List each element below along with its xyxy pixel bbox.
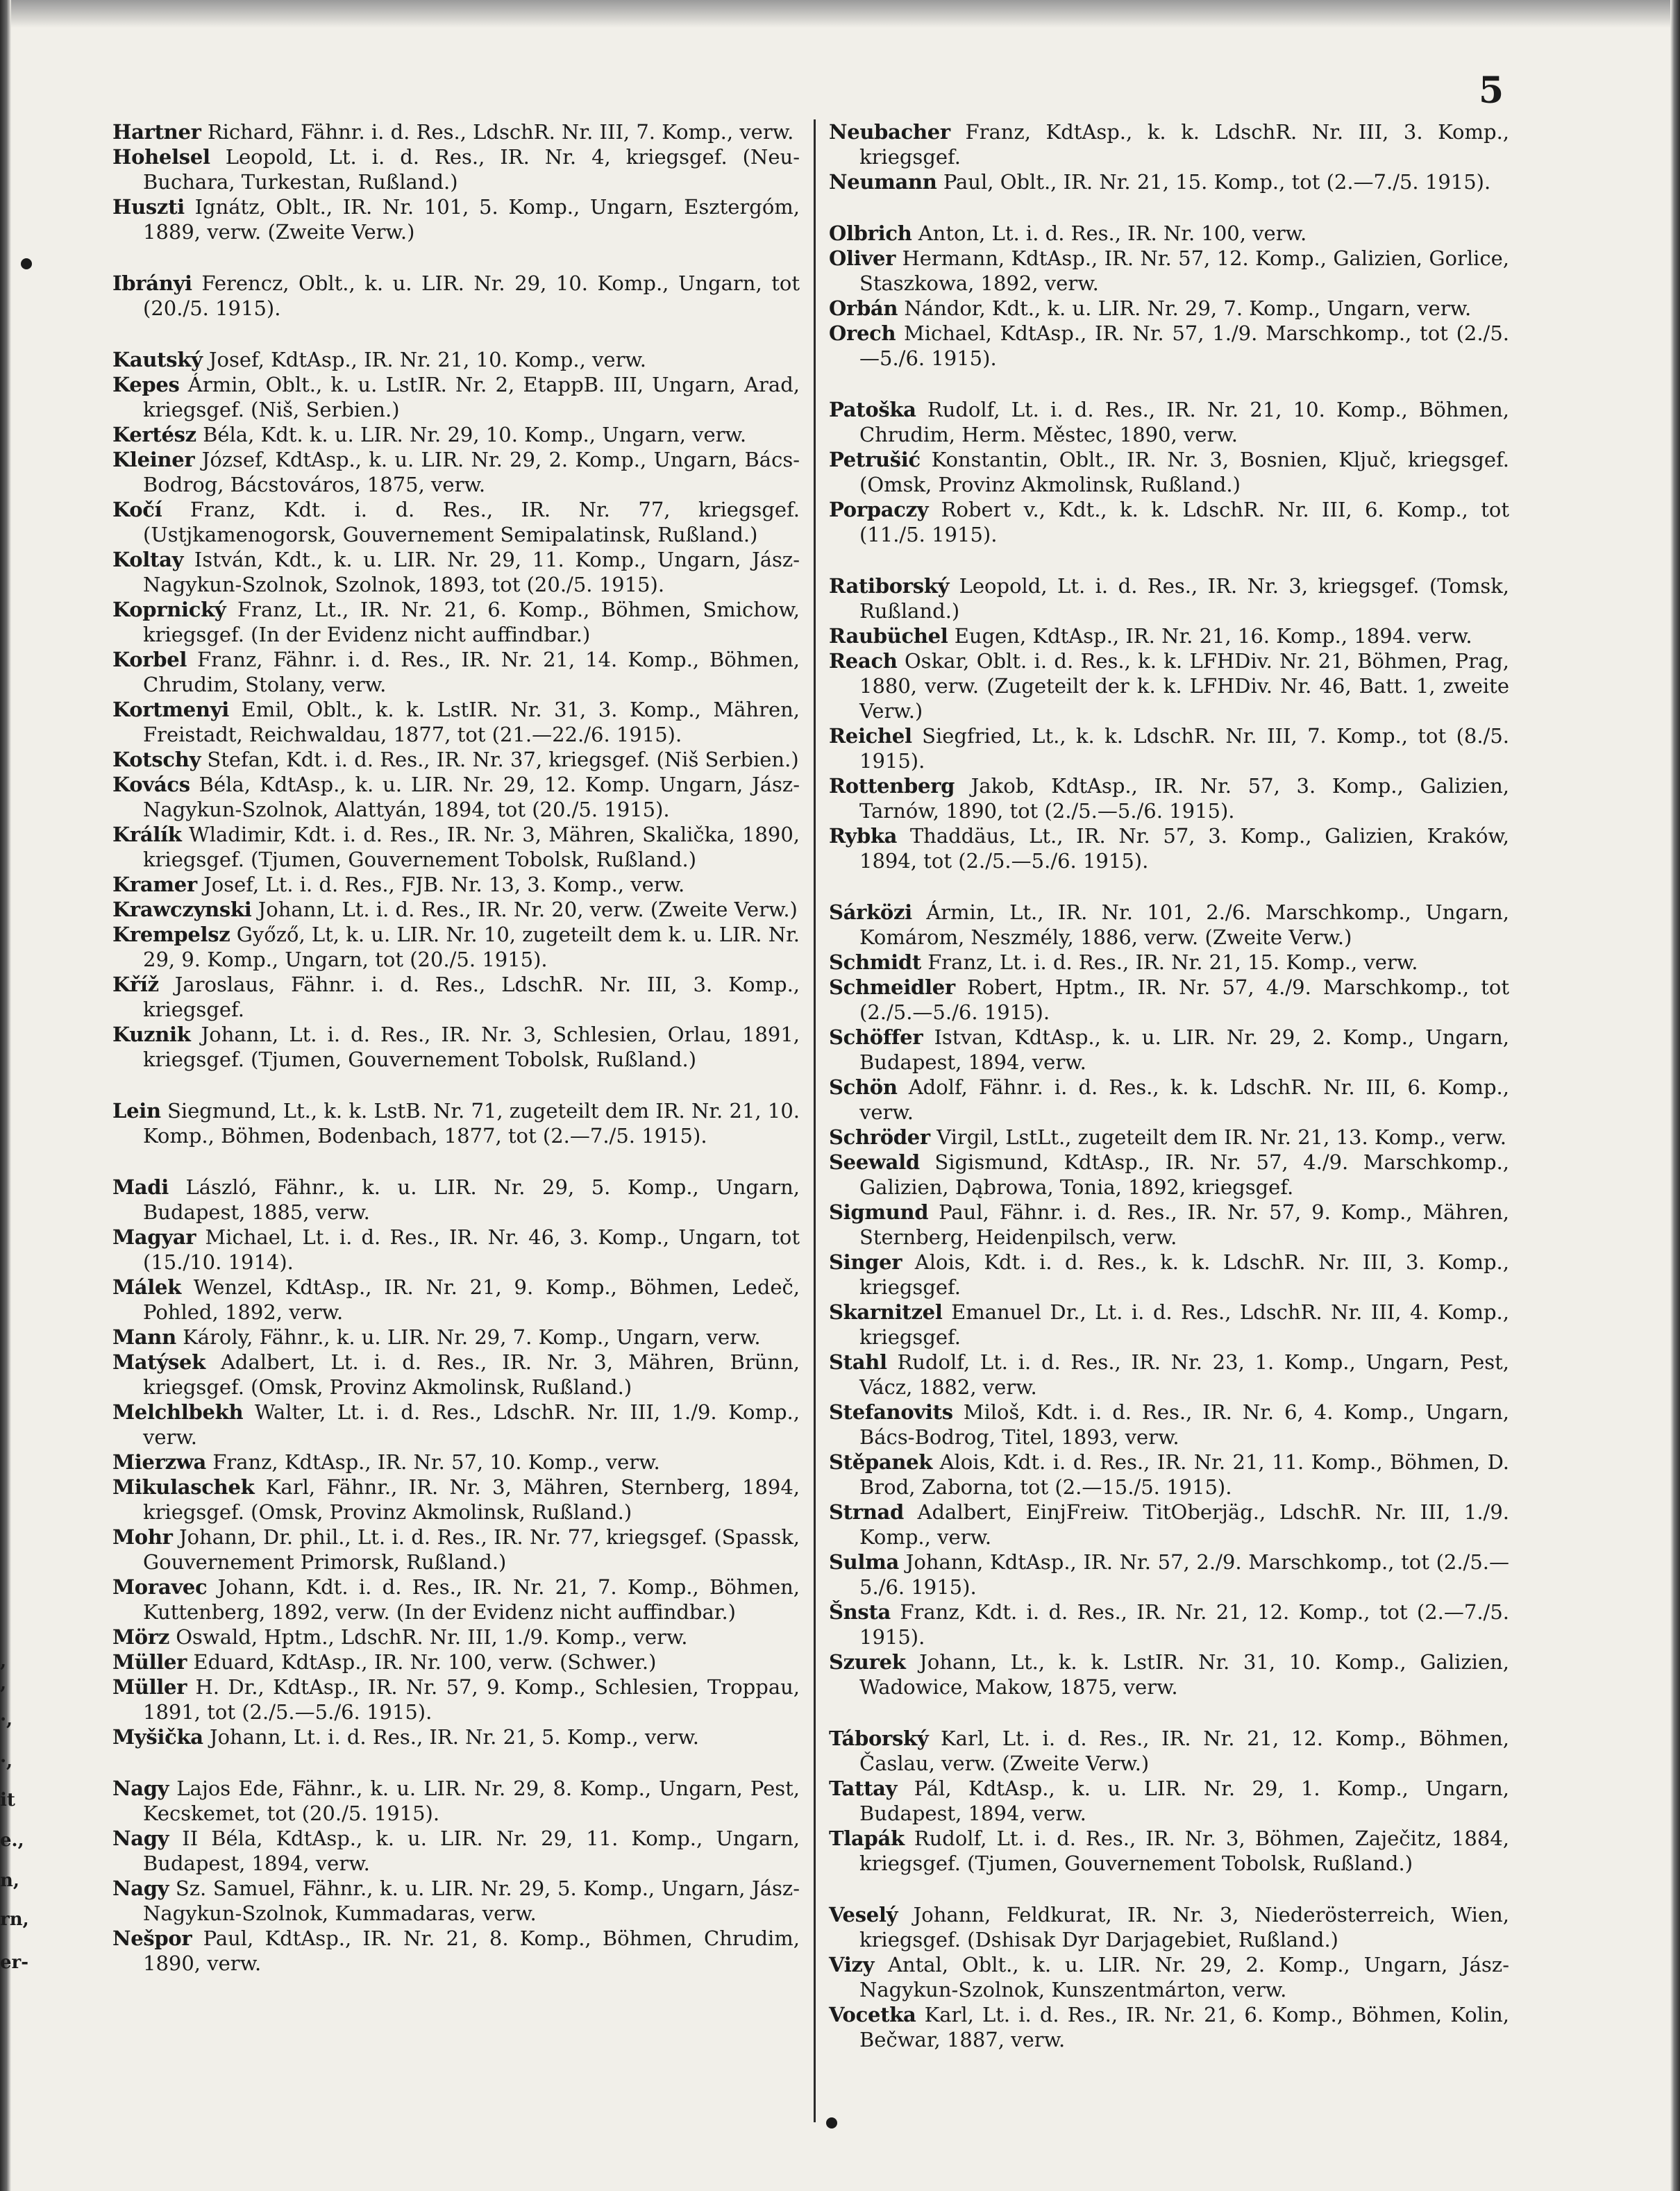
entry-surname: Šnsta [829,1600,891,1624]
entry-surname: Stěpanek [829,1450,933,1474]
entry-surname: Sárközi [829,900,912,924]
entry-details: Thaddäus, Lt., IR. Nr. 57, 3. Komp., Galizien, Kraków, 1894, tot (2./5.—5./6. 1915). [859,824,1510,873]
entry-surname: Stahl [829,1350,887,1374]
register-entry [112,1724,800,1749]
entry-details: István, Kdt., k. u. LIR. Nr. 29, 11. Komp., Ungarn, Jász-Nagykun-Szolnok, Szolnok, 1893, tot (20./5. 1915). [143,548,800,596]
entry-surname: Kočí [112,498,162,521]
register-entry [112,194,800,244]
entry-surname: Melchlbekh [112,1400,244,1424]
entry-details: Sigismund, KdtAsp., IR. Nr. 57, 4./9. Marschkomp., Galizien, Dąbrowa, Tonia, 1892, kriegsgef. [859,1150,1510,1199]
register-entry [829,1500,1509,1550]
page-shadow-left [0,0,11,2191]
register-entry [829,1776,1509,1826]
entry-details: Paul, Fähnr. i. d. Res., IR. Nr. 57, 9. Komp., Mähren, Sternberg, Heidenpilsch, verw. [859,1200,1509,1249]
entry-surname: Ratiborský [829,574,950,598]
entry-details: Hermann, KdtAsp., IR. Nr. 57, 12. Komp., Galizien, Gorlice, Staszkowa, 1892, verw. [859,246,1510,295]
entry-surname: Korbel [112,648,187,671]
entry-details: Johann, Lt., k. k. LstIR. Nr. 31, 10. Komp., Galizien, Wadowice, Makow, 1875, verw. [859,1650,1509,1699]
entry-surname: Sulma [829,1550,900,1574]
entry-surname: Moravec [112,1575,208,1599]
margin-fragment: n, [0,1870,19,1891]
entry-surname: Krawczynski [112,898,252,921]
register-entry [829,1400,1509,1450]
entry-surname: Neumann [829,170,937,194]
page-shadow-top [0,0,1680,28]
entry-details: Eugen, KdtAsp., IR. Nr. 21, 16. Komp., 1894. verw. [954,624,1472,648]
entry-details: Franz, Lt. i. d. Res., IR. Nr. 21, 15. Komp., verw. [927,950,1418,974]
entry-details: Franz, Kdt. i. d. Res., IR. Nr. 21, 12. Komp., tot (2.—7./5. 1915). [859,1600,1510,1649]
entry-details: Paul, KdtAsp., IR. Nr. 21, 8. Komp., Böhmen, Chrudim, 1890, verw. [143,1926,800,1975]
entry-surname: Porpaczy [829,498,929,521]
register-entry [829,975,1509,1025]
entry-surname: Lein [112,1099,161,1123]
register-entry [112,144,800,194]
margin-fragment: e., [0,1830,24,1851]
register-entry [829,1350,1509,1400]
register-entry [112,1098,800,1148]
entry-details: Pál, KdtAsp., k. u. LIR. Nr. 29, 1. Komp., Ungarn, Budapest, 1894, verw. [859,1777,1509,1825]
register-entry [112,372,800,422]
register-entry [829,447,1509,497]
entry-surname: Petrušić [829,448,921,471]
entry-surname: Neubacher [829,120,950,144]
register-entry [112,422,800,447]
entry-surname: Raubüchel [829,624,948,648]
register-entry [829,1025,1509,1075]
entry-details: Karl, Fähnr., IR. Nr. 3, Mähren, Sternberg, 1894, kriegsgef. (Omsk, Provinz Akmolinsk, Rußland.) [143,1475,800,1524]
register-entry [112,1826,800,1876]
entry-surname: Nešpor [112,1926,192,1950]
entry-details: II Béla, KdtAsp., k. u. LIR. Nr. 29, 11. Komp., Ungarn, Budapest, 1894, verw. [143,1827,800,1875]
entry-details: Ignátz, Oblt., IR. Nr. 101, 5. Komp., Ungarn, Esztergóm, 1889, verw. (Zweite Verw.) [143,195,800,244]
entry-details: Jaroslaus, Fähnr. i. d. Res., LdschR. Nr. III, 3. Komp., kriegsgef. [143,973,800,1021]
entry-details: Michael, KdtAsp., IR. Nr. 57, 1./9. Marschkomp., tot (2./5.—5./6. 1915). [859,321,1509,370]
entry-surname: Králík [112,823,182,846]
entry-details: Franz, KdtAsp., IR. Nr. 57, 10. Komp., verw. [212,1450,660,1474]
entry-details: Ármin, Oblt., k. u. LstIR. Nr. 2, EtappB. III, Ungarn, Arad, kriegsgef. (Niš, Serbien.) [143,373,800,421]
margin-fragment: rn, [0,1909,29,1930]
entry-surname: Nagy [112,1877,169,1900]
entry-details: Sz. Samuel, Fähnr., k. u. LIR. Nr. 29, 5. Komp., Ungarn, Jász-Nagykun-Szolnok, Kummadaras, verw. [143,1877,800,1925]
margin-dot [826,2117,837,2129]
entry-surname: Rottenberg [829,774,955,798]
entry-surname: Huszti [112,195,185,219]
register-entry [112,347,800,372]
register-entry [112,1776,800,1826]
entry-surname: Hartner [112,120,201,144]
register-entry [829,823,1509,873]
register-entry [829,1150,1509,1200]
register-entry [112,1022,800,1072]
entry-details: Anton, Lt. i. d. Res., IR. Nr. 100, verw. [918,221,1307,245]
register-entry [829,1902,1509,1952]
entry-details: Leopold, Lt. i. d. Res., IR. Nr. 3, kriegsgef. (Tomsk, Rußland.) [859,574,1510,623]
margin-fragment: , [0,1673,7,1694]
entry-details: Johann, Lt. i. d. Res., IR. Nr. 20, verw. (Zweite Verw.) [258,898,798,921]
entry-surname: Matýsek [112,1350,205,1374]
entry-details: Károly, Fähnr., k. u. LIR. Nr. 29, 7. Komp., Ungarn, verw. [183,1325,761,1349]
register-entry [829,573,1509,623]
left-column [112,119,800,1976]
entry-details: Béla, Kdt. k. u. LIR. Nr. 29, 10. Komp., Ungarn, verw. [203,423,747,446]
register-entry [112,1575,800,1625]
entry-surname: Olbrich [829,221,912,245]
entry-surname: Orech [829,321,896,345]
register-entry [112,747,800,772]
entry-surname: Kertész [112,423,196,446]
register-entry [112,119,800,144]
register-entry [829,723,1509,773]
register-entry [829,119,1509,169]
page-shadow-right [1670,0,1680,2191]
entry-surname: Schöffer [829,1025,923,1049]
entry-details: Robert v., Kdt., k. k. LdschR. Nr. III, 6. Komp., tot (11./5. 1915). [859,498,1510,546]
entry-details: Stefan, Kdt. i. d. Res., IR. Nr. 37, kriegsgef. (Niš Serbien.) [207,748,799,771]
entry-surname: Mann [112,1325,176,1349]
entry-surname: Vocetka [829,2003,916,2026]
register-entry [112,1175,800,1225]
entry-details: Alois, Kdt. i. d. Res., IR. Nr. 21, 11. Komp., Böhmen, D. Brod, Zaborna, tot (2.—15./5. 1915). [859,1450,1510,1499]
right-column [829,119,1509,2052]
entry-surname: Kotschy [112,748,201,771]
entry-surname: Mörz [112,1625,169,1649]
register-entry [829,497,1509,547]
register-entry [829,1550,1509,1600]
entry-surname: Sigmund [829,1200,929,1224]
register-entry [829,246,1509,296]
entry-details: Eduard, KdtAsp., IR. Nr. 100, verw. (Schwer.) [193,1650,657,1674]
entry-details: Antal, Oblt., k. u. LIR. Nr. 29, 2. Komp., Ungarn, Jász-Nagykun-Szolnok, Kunszentmárton, verw. [859,1953,1510,2001]
register-entry [112,547,800,597]
register-entry [829,623,1509,648]
entry-details: Wenzel, KdtAsp., IR. Nr. 21, 9. Komp., Böhmen, Ledeč, Pohled, 1892, verw. [143,1275,800,1324]
entry-details: H. Dr., KdtAsp., IR. Nr. 57, 9. Komp., Schlesien, Troppau, 1891, tot (2./5.—5./6. 1915). [143,1675,800,1724]
entry-surname: Veselý [829,1903,898,1926]
entry-surname: Kortmenyi [112,698,229,721]
register-entry [112,1275,800,1325]
entry-details: Oswald, Hptm., LdschR. Nr. III, 1./9. Komp., verw. [176,1625,688,1649]
entry-details: Siegmund, Lt., k. k. LstB. Nr. 71, zugeteilt dem IR. Nr. 21, 10. Komp., Böhmen, Bodenbach, 1877, tot (2.—7./5. 1915). [143,1099,800,1148]
margin-fragment: er- [0,1952,29,1973]
entry-surname: Mikulaschek [112,1475,255,1499]
register-entry [112,1450,800,1475]
entry-details: Virgil, LstLt., zugeteilt dem IR. Nr. 21, 13. Komp., verw. [936,1125,1506,1149]
register-entry [112,1926,800,1976]
register-entry [112,1649,800,1674]
entry-surname: Mohr [112,1525,173,1549]
entry-details: Paul, Oblt., IR. Nr. 21, 15. Komp., tot (2.—7./5. 1915). [943,170,1491,194]
register-entry [829,169,1509,194]
entry-surname: Müller [112,1675,187,1699]
register-entry [112,1674,800,1724]
entry-details: Franz, Kdt. i. d. Res., IR. Nr. 77, kriegsgef. (Ustjkamenogorsk, Gouvernement Semipalatinsk, Rußland.) [143,498,800,546]
entry-details: Franz, Fähnr. i. d. Res., IR. Nr. 21, 14. Komp., Böhmen, Chrudim, Stolany, verw. [143,648,800,696]
register-entry [112,497,800,547]
margin-fragment: ·, [0,1751,13,1772]
entry-details: Karl, Lt. i. d. Res., IR. Nr. 21, 6. Komp., Böhmen, Kolin, Bečwar, 1887, verw. [859,2003,1510,2051]
register-entry [112,822,800,872]
register-entry [829,1726,1509,1776]
entry-surname: Strnad [829,1500,904,1524]
entry-details: Rudolf, Lt. i. d. Res., IR. Nr. 23, 1. Komp., Ungarn, Pest, Vácz, 1882, verw. [859,1350,1510,1399]
entry-details: Franz, KdtAsp., k. k. LdschR. Nr. III, 3. Komp., kriegsgef. [859,120,1510,169]
entry-surname: Mierzwa [112,1450,206,1474]
entry-surname: Skarnitzel [829,1300,943,1324]
entry-details: Adolf, Fähnr. i. d. Res., k. k. LdschR. Nr. III, 6. Komp., verw. [859,1075,1509,1124]
entry-surname: Schröder [829,1125,930,1149]
entry-surname: Reichel [829,724,912,748]
entry-details: Istvan, KdtAsp., k. u. LIR. Nr. 29, 2. Komp., Ungarn, Budapest, 1894, verw. [859,1025,1509,1074]
entry-details: Karl, Lt. i. d. Res., IR. Nr. 21, 12. Komp., Böhmen, Časlau, verw. (Zweite Verw.) [859,1727,1510,1775]
register-entry [112,1625,800,1649]
entry-surname: Tattay [829,1777,898,1800]
register-entry [829,1300,1509,1350]
register-entry [829,900,1509,950]
entry-details: Adalbert, EinjFreiw. TitOberjäg., LdschR. Nr. III, 1./9. Komp., verw. [859,1500,1509,1549]
register-entry [829,1600,1509,1649]
entry-details: Ferencz, Oblt., k. u. LIR. Nr. 29, 10. Komp., Ungarn, tot (20./5. 1915). [143,271,800,320]
entry-surname: Tlapák [829,1827,905,1850]
entry-surname: Kramer [112,873,197,896]
register-entry [829,1200,1509,1250]
entry-details: Johann, KdtAsp., IR. Nr. 57, 2./9. Marschkomp., tot (2./5.—5./6. 1915). [859,1550,1509,1599]
entry-surname: Singer [829,1250,902,1274]
entry-details: Emanuel Dr., Lt. i. d. Res., LdschR. Nr. III, 4. Komp., kriegsgef. [859,1300,1509,1349]
entry-details: Johann, Lt. i. d. Res., IR. Nr. 3, Schlesien, Orlau, 1891, kriegsgef. (Tjumen, Gouvernement Tobolsk, Rußland.) [143,1023,800,1071]
margin-fragment: , [0,1651,7,1672]
entry-details: Emil, Oblt., k. k. LstIR. Nr. 31, 3. Komp., Mähren, Freistadt, Reichwaldau, 1877, tot (21.—22./6. 1915). [143,698,800,746]
register-entry [112,772,800,822]
register-entry [829,221,1509,246]
entry-details: Lajos Ede, Fähnr., k. u. LIR. Nr. 29, 8. Komp., Ungarn, Pest, Kecskemet, tot (20./5. 1915). [143,1777,800,1825]
entry-surname: Kautský [112,348,203,371]
entry-details: Josef, Lt. i. d. Res., FJB. Nr. 13, 3. Komp., verw. [203,873,685,896]
entry-details: József, KdtAsp., k. u. LIR. Nr. 29, 2. Komp., Ungarn, Bács-Bodrog, Bácstováros, 1875, verw. [143,448,800,496]
entry-surname: Schmidt [829,950,921,974]
register-entry [112,922,800,972]
entry-details: Siegfried, Lt., k. k. LdschR. Nr. III, 7. Komp., tot (8./5. 1915). [859,724,1509,773]
register-entry [112,1400,800,1450]
entry-surname: Kuznik [112,1023,191,1046]
register-entry [112,271,800,321]
register-entry [829,1952,1509,2002]
entry-surname: Nagy [112,1827,169,1850]
register-entry [829,1649,1509,1699]
entry-details: Alois, Kdt. i. d. Res., k. k. LdschR. Nr. III, 3. Komp., kriegsgef. [859,1250,1509,1299]
entry-surname: Oliver [829,246,896,270]
register-entry [112,647,800,697]
register-entry [829,397,1509,447]
register-entry [829,1250,1509,1300]
register-entry [829,950,1509,975]
entry-surname: Táborský [829,1727,929,1750]
entry-details: Rudolf, Lt. i. d. Res., IR. Nr. 3, Böhmen, Zaječitz, 1884, kriegsgef. (Tjumen, Gouvernement Tobolsk, Rußland.) [859,1827,1510,1875]
entry-surname: Schmeidler [829,975,955,999]
entry-details: Josef, KdtAsp., IR. Nr. 21, 10. Komp., verw. [208,348,647,371]
register-entry [112,972,800,1022]
entry-details: László, Fähnr., k. u. LIR. Nr. 29, 5. Komp., Ungarn, Budapest, 1885, verw. [143,1175,800,1224]
margin-fragment: it [0,1790,15,1811]
register-entry [112,1525,800,1575]
entry-details: Rudolf, Lt. i. d. Res., IR. Nr. 21, 10. Komp., Böhmen, Chrudim, Herm. Městec, 1890, verw. [859,398,1510,446]
entry-surname: Szurek [829,1650,906,1674]
entry-surname: Koprnický [112,598,226,621]
entry-details: Michael, Lt. i. d. Res., IR. Nr. 46, 3. Komp., Ungarn, tot (15./10. 1914). [143,1225,800,1274]
register-entry [829,2002,1509,2052]
entry-surname: Kovács [112,773,190,796]
entry-details: Johann, Lt. i. d. Res., IR. Nr. 21, 5. Komp., verw. [209,1725,699,1749]
entry-details: Győző, Lt, k. u. LIR. Nr. 10, zugeteilt dem k. u. LIR. Nr. 29, 9. Komp., Ungarn, tot (20./5. 1915). [143,923,800,971]
register-entry [829,773,1509,823]
entry-details: Leopold, Lt. i. d. Res., IR. Nr. 4, kriegsgef. (Neu-Buchara, Turkestan, Rußland.) [143,145,800,194]
register-entry [112,1876,800,1926]
entry-details: Konstantin, Oblt., IR. Nr. 3, Bosnien, Ključ, kriegsgef. (Omsk, Provinz Akmolinsk, Rußland.) [859,448,1509,496]
entry-details: Miloš, Kdt. i. d. Res., IR. Nr. 6, 4. Komp., Ungarn, Bács-Bodrog, Titel, 1893, verw. [859,1400,1510,1449]
entry-surname: Seewald [829,1150,920,1174]
margin-dot [21,258,32,269]
entry-details: Johann, Dr. phil., Lt. i. d. Res., IR. Nr. 77, kriegsgef. (Spassk, Gouvernement Primorsk, Rußland.) [143,1525,800,1574]
entry-surname: Patoška [829,398,916,421]
entry-surname: Müller [112,1650,187,1674]
entry-details: Béla, KdtAsp., k. u. LIR. Nr. 29, 12. Komp. Ungarn, Jász-Nagykun-Szolnok, Alattyán, 1894, tot (20./5. 1915). [143,773,800,821]
register-entry [829,1826,1509,1876]
entry-details: Jakob, KdtAsp., IR. Nr. 57, 3. Komp., Galizien, Tarnów, 1890, tot (2./5.—5./6. 1915). [859,774,1509,823]
entry-surname: Rybka [829,824,898,848]
entry-surname: Vizy [829,1953,875,1976]
register-entry [112,1350,800,1400]
register-entry [829,321,1509,371]
entry-details: Johann, Feldkurat, IR. Nr. 3, Niederösterreich, Wien, kriegsgef. (Dshisak Dyr Darjagebiet, Rußland.) [859,1903,1509,1951]
entry-surname: Koltay [112,548,184,571]
entry-details: Walter, Lt. i. d. Res., LdschR. Nr. III, 1./9. Komp., verw. [143,1400,800,1449]
entry-surname: Madi [112,1175,169,1199]
entry-surname: Krempelsz [112,923,230,946]
entry-details: Robert, Hptm., IR. Nr. 57, 4./9. Marschkomp., tot (2./5.—5./6. 1915). [859,975,1509,1024]
register-entry [112,597,800,647]
entry-surname: Myšička [112,1725,203,1749]
register-entry [829,648,1509,723]
entry-surname: Reach [829,649,898,673]
column-divider [814,119,816,2122]
entry-surname: Magyar [112,1225,196,1249]
entry-surname: Hohelsel [112,145,210,169]
entry-surname: Kepes [112,373,180,396]
margin-fragment: ·, [0,1709,13,1730]
register-entry [829,1075,1509,1125]
register-entry [112,1325,800,1350]
entry-details: Ármin, Lt., IR. Nr. 101, 2./6. Marschkomp., Ungarn, Komárom, Neszmély, 1886, verw. (Zweite Verw.) [859,900,1510,949]
register-entry [112,697,800,747]
entry-surname: Nagy [112,1777,169,1800]
entry-details: Nándor, Kdt., k. u. LIR. Nr. 29, 7. Komp., Ungarn, verw. [904,296,1472,320]
entry-details: Franz, Lt., IR. Nr. 21, 6. Komp., Böhmen, Smichow, kriegsgef. (In der Evidenz nicht auffindbar.) [143,598,800,646]
entry-surname: Málek [112,1275,181,1299]
register-entry [112,1475,800,1525]
register-entry [829,1125,1509,1150]
entry-surname: Ibrányi [112,271,192,295]
register-entry [829,1450,1509,1500]
register-entry [112,447,800,497]
entry-surname: Schön [829,1075,898,1099]
register-entry [112,1225,800,1275]
entry-details: Oskar, Oblt. i. d. Res., k. k. LFHDiv. Nr. 21, Böhmen, Prag, 1880, verw. (Zugeteilt der k. k. LFHDiv. Nr. 46, Batt. 1, zweite Verw.) [859,649,1510,723]
entry-surname: Orbán [829,296,898,320]
register-entry [829,296,1509,321]
entry-surname: Kříž [112,973,159,996]
register-entry [112,897,800,922]
entry-surname: Kleiner [112,448,195,471]
entry-details: Wladimir, Kdt. i. d. Res., IR. Nr. 3, Mähren, Skalička, 1890, kriegsgef. (Tjumen, Gouvernement Tobolsk, Rußland.) [143,823,800,871]
entry-details: Adalbert, Lt. i. d. Res., IR. Nr. 3, Mähren, Brünn, kriegsgef. (Omsk, Provinz Akmolinsk, Rußland.) [143,1350,800,1399]
entry-surname: Stefanovits [829,1400,953,1424]
page-number: 5 [1479,69,1504,112]
register-entry [112,872,800,897]
entry-details: Richard, Fähnr. i. d. Res., LdschR. Nr. III, 7. Komp., verw. [207,120,794,144]
entry-details: Johann, Kdt. i. d. Res., IR. Nr. 21, 7. Komp., Böhmen, Kuttenberg, 1892, verw. (In der Evidenz nicht auffindbar.) [143,1575,800,1624]
